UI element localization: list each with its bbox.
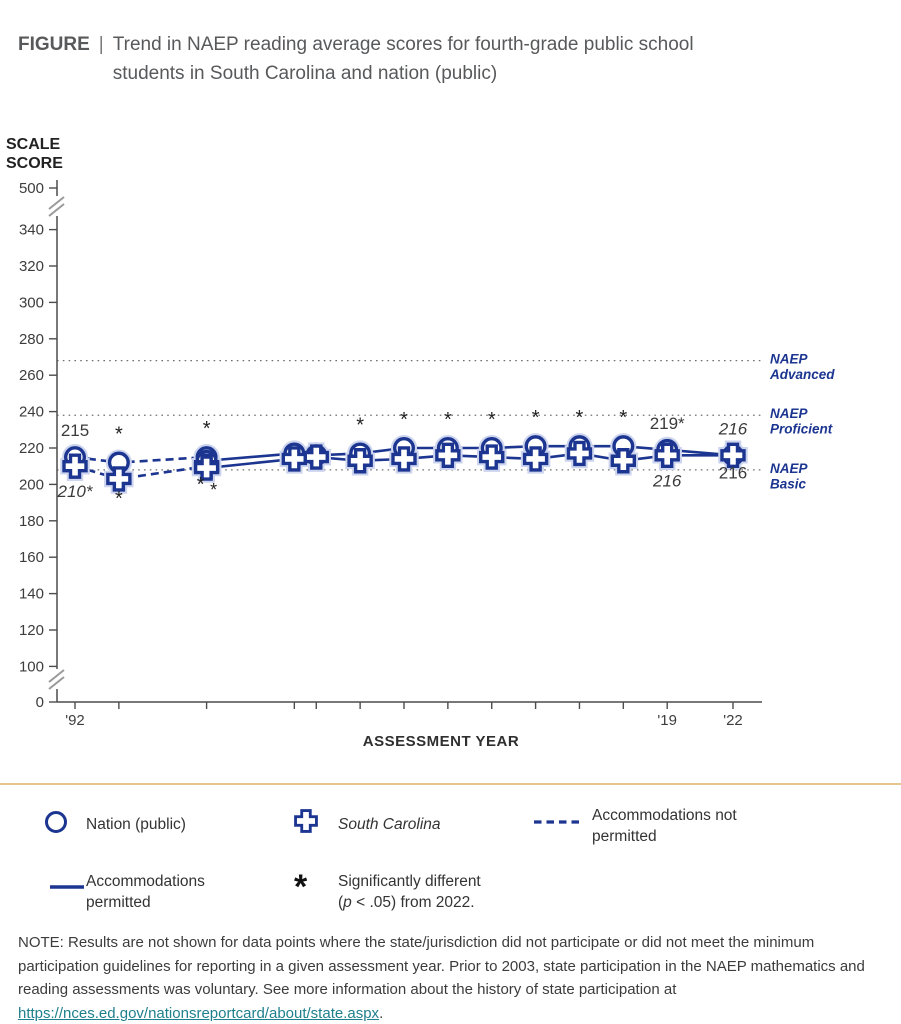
legend-acc-permitted-label: Accommodations permitted (86, 873, 205, 911)
dashed-line-icon (532, 817, 584, 827)
state-participation-link[interactable]: https://nces.ed.gov/nationsreportcard/about/state.aspx (18, 1005, 380, 1023)
svg-text:140: 140 (18, 585, 44, 603)
trend-chart-canvas (0, 128, 901, 768)
x-axis-title: ASSESSMENT YEAR (362, 733, 520, 750)
svg-text:*: * (196, 474, 205, 497)
svg-text:120: 120 (18, 622, 44, 639)
cutscore-label: NAEP Advanced (770, 351, 835, 383)
state-marker-icon (291, 806, 321, 836)
svg-text:500: 500 (18, 180, 44, 197)
legend-significance-label: Significantly different (p < .05) from 2022. (338, 873, 481, 911)
svg-text:280: 280 (18, 330, 44, 348)
figure-title (18, 30, 733, 89)
svg-text:219*: 219* (649, 413, 685, 433)
svg-text:*: * (114, 423, 123, 446)
svg-text:'19: '19 (657, 712, 677, 729)
svg-text:260: 260 (18, 367, 44, 385)
nation-marker-icon (42, 808, 70, 836)
svg-text:*: * (210, 480, 218, 501)
svg-text:160: 160 (18, 549, 44, 567)
svg-text:*: * (531, 407, 540, 430)
solid-line-icon (48, 882, 88, 892)
svg-text:*: * (575, 407, 584, 430)
figure-label: FIGURE (18, 34, 90, 55)
svg-text:*: * (202, 418, 211, 441)
svg-text:210*: 210* (57, 482, 93, 502)
svg-text:*: * (356, 414, 365, 437)
svg-text:*: * (400, 409, 408, 431)
svg-text:180: 180 (18, 512, 44, 530)
figure-separator: | (98, 34, 104, 55)
svg-text:215: 215 (60, 421, 90, 441)
svg-text:220: 220 (18, 440, 44, 457)
legend-nation-label: Nation (public) (86, 816, 186, 833)
svg-text:216: 216 (718, 419, 748, 439)
svg-text:320: 320 (18, 258, 44, 275)
svg-text:200: 200 (18, 476, 44, 494)
svg-text:216: 216 (718, 463, 748, 483)
svg-text:'22: '22 (723, 712, 743, 729)
legend-divider (0, 783, 901, 785)
svg-text:'92: '92 (65, 712, 85, 729)
series-line (75, 457, 207, 462)
svg-text:*: * (443, 409, 452, 431)
note-text: NOTE: Results are not shown for data points where the state/jurisdiction did not participate or did not meet the minimum participation guidelines for reporting in a given assessment year. Prior to 2003, state participation in the NAEP mathematics and reading assessments was voluntary. See more information about the history of state participation at https://nces.ed.gov/nationsreportcard/about/state.aspx. (18, 934, 865, 1023)
legend-state-label: South Carolina (338, 816, 441, 833)
svg-text:340: 340 (18, 221, 44, 239)
p-italic: p (343, 893, 352, 911)
series-markers (64, 437, 744, 490)
svg-text:*: * (487, 409, 496, 431)
svg-text:*: * (619, 407, 628, 430)
figure-title-text: Trend in NAEP reading average scores for fourth-grade public school students in South Carolina and nation (public) (112, 34, 694, 85)
y-axis-title: SCALE SCORE (6, 136, 63, 172)
svg-text:100: 100 (18, 658, 44, 676)
svg-text:0: 0 (35, 694, 44, 711)
legend-acc-not-permitted-label: Accommodations not permitted (592, 807, 737, 845)
series-line (75, 466, 207, 479)
svg-text:216: 216 (653, 471, 682, 491)
svg-text:240: 240 (18, 403, 44, 421)
cutscore-label: NAEP Basic (770, 460, 808, 492)
asterisk-icon: * (294, 868, 308, 906)
svg-text:*: * (114, 487, 123, 510)
cutscore-label: NAEP Proficient (770, 406, 833, 437)
svg-text:300: 300 (18, 294, 44, 312)
